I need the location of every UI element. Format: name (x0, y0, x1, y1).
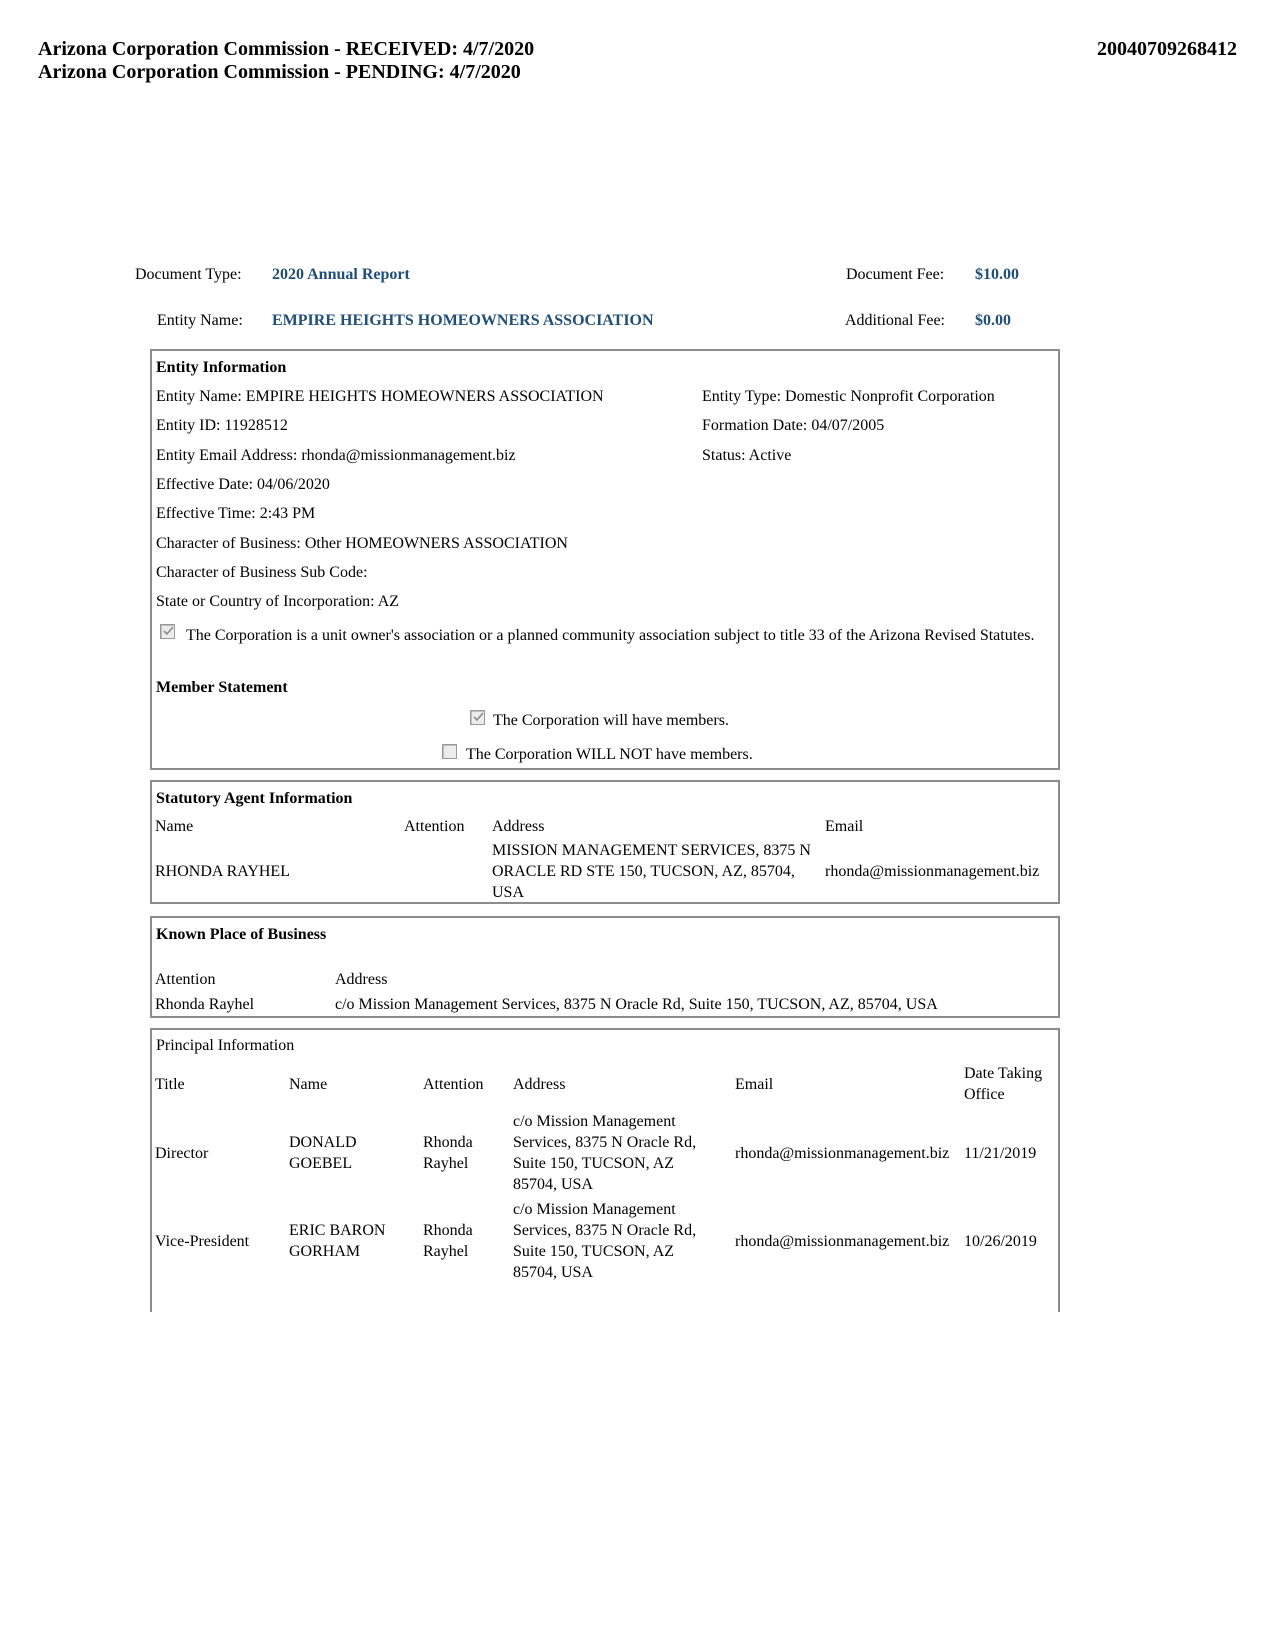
additional-fee-value: $0.00 (975, 312, 1011, 329)
principal-header-email: Email (735, 1076, 774, 1093)
document-type-value: 2020 Annual Report (272, 266, 410, 283)
checkmark-icon (472, 711, 484, 723)
principal-header-address: Address (513, 1076, 566, 1093)
principal-row-1-email: rhonda@missionmanagement.biz (735, 1145, 950, 1162)
document-type-label: Document Type: (135, 266, 242, 283)
entity-type: Entity Type: Domestic Nonprofit Corporation (702, 388, 995, 405)
entity-name-label: Entity Name: (157, 312, 243, 329)
received-stamp: Arizona Corporation Commission - RECEIVED: 4/7/2020 (38, 38, 535, 60)
member-statement-title: Member Statement (156, 679, 288, 696)
entity-id: Entity ID: 11928512 (156, 417, 288, 434)
entity-email: Entity Email Address: rhonda@missionmanagement.biz (156, 447, 516, 464)
agent-header-attention: Attention (404, 818, 465, 835)
principal-row-1-name: DONALD GOEBEL (289, 1134, 357, 1172)
principal-information-title: Principal Information (156, 1037, 295, 1054)
principal-row-2-title: Vice-President (155, 1233, 250, 1250)
principal-row-2-address: c/o Mission Management Services, 8375 N Oracle Rd, Suite 150, TUCSON, AZ 85704, USA (513, 1201, 697, 1281)
document-fee-label: Document Fee: (846, 266, 945, 283)
agent-header-email: Email (825, 818, 864, 835)
agent-header-name: Name (155, 818, 194, 835)
document-fee-value: $10.00 (975, 266, 1019, 283)
effective-date: Effective Date: 04/06/2020 (156, 476, 330, 493)
entity-name: Entity Name: EMPIRE HEIGHTS HOMEOWNERS ASSOCIATION (156, 388, 604, 405)
state-of-incorporation: State or Country of Incorporation: AZ (156, 593, 400, 610)
character-of-business: Character of Business: Other HOMEOWNERS ASSOCIATION (156, 535, 568, 552)
business-attention: Rhonda Rayhel (155, 996, 255, 1013)
agent-name: RHONDA RAYHEL (155, 863, 290, 880)
document-number: 20040709268412 (1097, 38, 1237, 60)
principal-header-date: Date Taking Office (964, 1065, 1043, 1103)
entity-status: Status: Active (702, 447, 792, 464)
principal-row-2-name: ERIC BARON GORHAM (289, 1222, 386, 1260)
principal-row-1-date: 11/21/2019 (964, 1145, 1037, 1162)
entity-name-value: EMPIRE HEIGHTS HOMEOWNERS ASSOCIATION (272, 312, 654, 329)
known-place-title: Known Place of Business (156, 926, 327, 943)
statutory-agent-section (150, 780, 1060, 904)
title33-statement: The Corporation is a unit owner's association or a planned community association subject to title 33 of the Arizona Revised Statutes. (186, 627, 1035, 644)
entity-information-section (150, 349, 1060, 770)
principal-header-attention: Attention (423, 1076, 484, 1093)
business-header-address: Address (335, 971, 388, 988)
agent-header-address: Address (492, 818, 545, 835)
members-yes-checkbox[interactable] (470, 710, 485, 725)
agent-address: MISSION MANAGEMENT SERVICES, 8375 N ORACLE RD STE 150, TUCSON, AZ, 85704, USA (492, 842, 811, 901)
principal-header-title: Title (155, 1076, 185, 1093)
principal-row-1-attention: Rhonda Rayhel (423, 1134, 473, 1172)
principal-row-2-date: 10/26/2019 (964, 1233, 1037, 1250)
agent-email: rhonda@missionmanagement.biz (825, 863, 1040, 880)
known-place-section (150, 916, 1060, 1018)
principal-header-name: Name (289, 1076, 328, 1093)
formation-date: Formation Date: 04/07/2005 (702, 417, 885, 434)
effective-time: Effective Time: 2:43 PM (156, 505, 316, 522)
members-no-checkbox[interactable] (442, 744, 457, 759)
principal-information-section (150, 1028, 1060, 1312)
principal-row-1-title: Director (155, 1145, 209, 1162)
members-no-label: The Corporation WILL NOT have members. (466, 746, 753, 763)
principal-row-1-address: c/o Mission Management Services, 8375 N Oracle Rd, Suite 150, TUCSON, AZ 85704, USA (513, 1113, 697, 1193)
principal-row-2-email: rhonda@missionmanagement.biz (735, 1233, 950, 1250)
pending-stamp: Arizona Corporation Commission - PENDING: 4/7/2020 (38, 61, 521, 83)
additional-fee-label: Additional Fee: (845, 312, 945, 329)
entity-information-title: Entity Information (156, 359, 287, 376)
principal-row-2-attention: Rhonda Rayhel (423, 1222, 473, 1260)
statutory-agent-title: Statutory Agent Information (156, 790, 353, 807)
members-yes-label: The Corporation will have members. (493, 712, 729, 729)
business-header-attention: Attention (155, 971, 216, 988)
character-sub-code: Character of Business Sub Code: (156, 564, 368, 581)
business-address: c/o Mission Management Services, 8375 N Oracle Rd, Suite 150, TUCSON, AZ, 85704, USA (335, 996, 938, 1013)
